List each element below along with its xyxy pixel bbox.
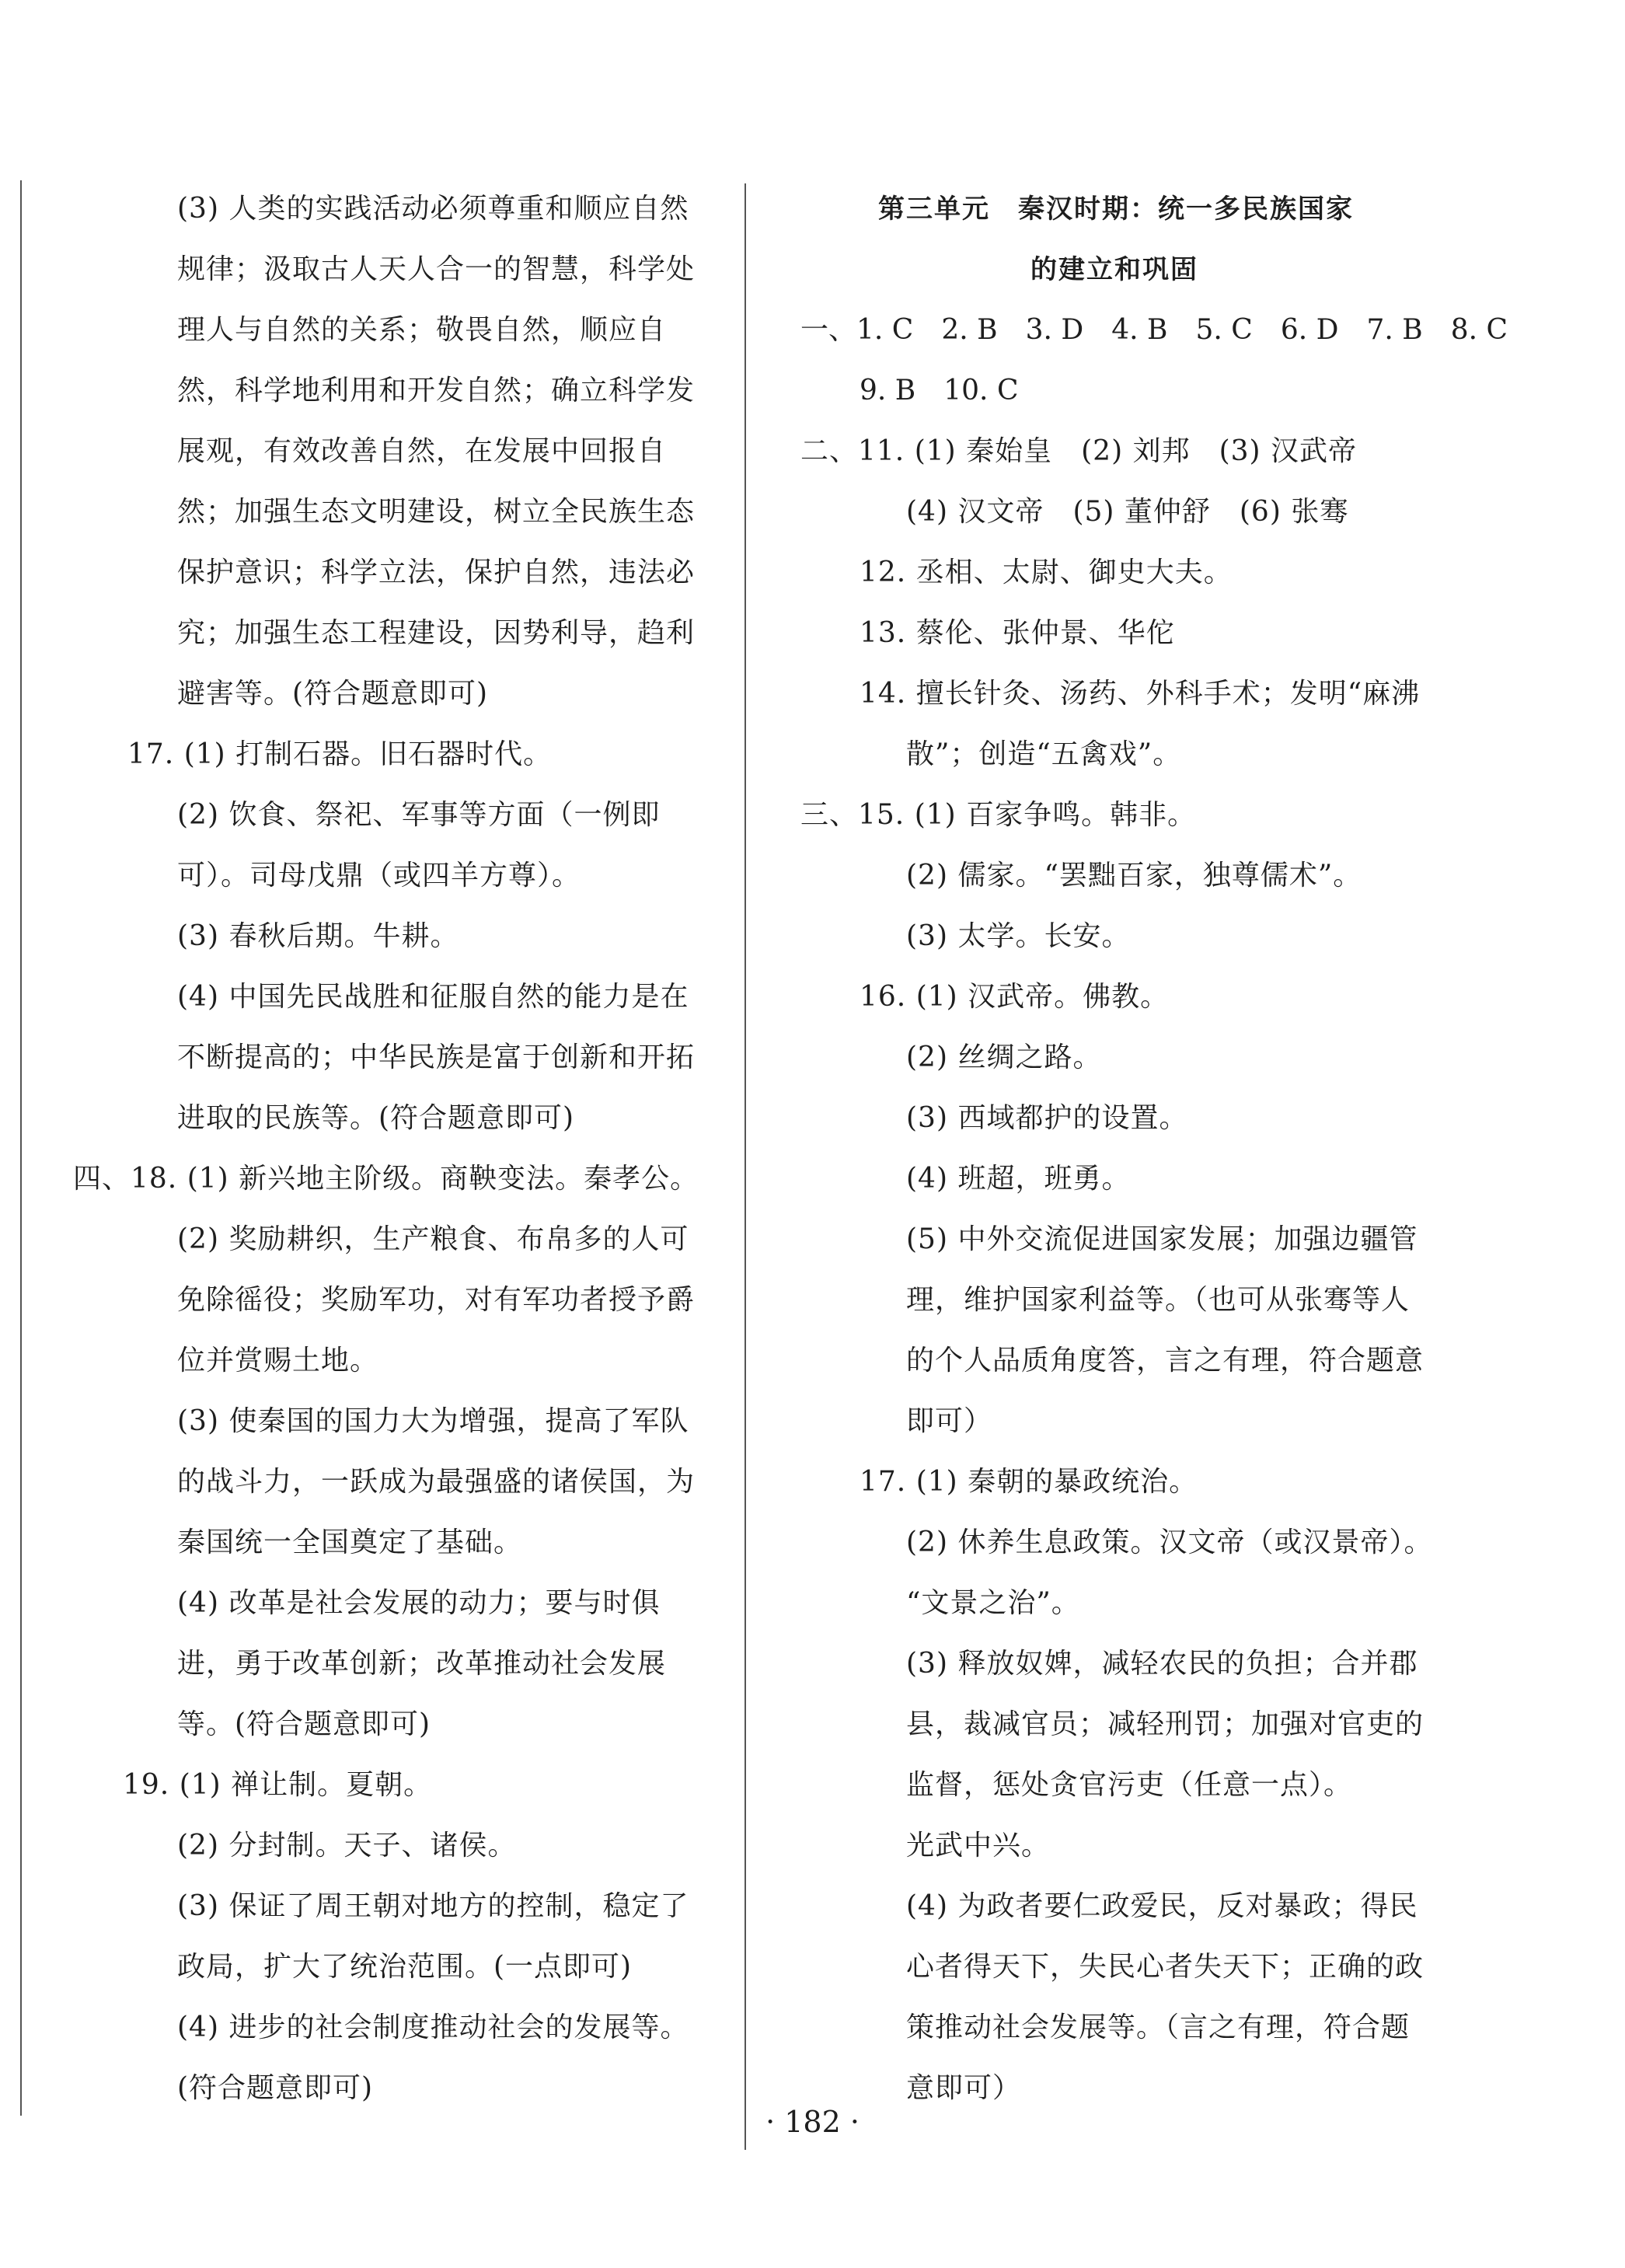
text-line: 位并赏赐土地。 — [177, 1345, 379, 1377]
question-14-line: 14. 擅长针灸、汤药、外科手术；发明“麻沸 — [860, 678, 1421, 710]
text-line: 然，科学地利用和开发自然；确立科学发 — [177, 375, 696, 406]
question-19-line: 19. (1) 禅让制。夏朝。 — [123, 1769, 433, 1801]
text-line: (3) 太学。长安。 — [906, 920, 1131, 952]
text-line: 的个人品质角度答，言之有理，符合题意 — [906, 1345, 1424, 1377]
text-line: 光武中兴。 — [906, 1830, 1051, 1862]
unit-title-continued: 的建立和巩固 — [1030, 254, 1198, 285]
text-line: 进取的民族等。(符合题意即可) — [177, 1102, 575, 1134]
text-line: (4) 为政者要仁政爱民，反对暴政；得民 — [906, 1890, 1418, 1922]
text-line: 等。(符合题意即可) — [177, 1708, 431, 1740]
text-line: (3) 释放奴婢，减轻农民的负担；合并郡 — [906, 1648, 1418, 1680]
text-line: (4) 汉文帝 (5) 董仲舒 (6) 张骞 — [906, 496, 1349, 528]
choice-answers-continued: 9. B 10. C — [860, 375, 1019, 406]
text-line: 秦国统一全国奠定了基础。 — [177, 1527, 523, 1558]
text-line: (5) 中外交流促进国家发展；加强边疆管 — [906, 1223, 1418, 1255]
question-13-line: 13. 蔡伦、张仲景、华佗 — [860, 617, 1175, 649]
choice-answers: 一、1. C 2. B 3. D 4. B 5. C 6. D 7. B 8. C — [800, 314, 1508, 346]
text-line: 避害等。(符合题意即可) — [177, 678, 489, 710]
text-line: (3) 使秦国的国力大为增强，提高了军队 — [177, 1405, 689, 1437]
column-divider — [745, 183, 746, 2150]
text-line: 然；加强生态文明建设，树立全民族生态 — [177, 496, 696, 528]
question-16-line: 16. (1) 汉武帝。佛教。 — [860, 981, 1170, 1013]
text-line: (2) 休养生息政策。汉文帝（或汉景帝）。 — [906, 1527, 1433, 1558]
text-line: 意即可） — [906, 2072, 1022, 2104]
text-line: (2) 饮食、祭祀、军事等方面（一例即 — [177, 799, 661, 831]
text-line: 展观，有效改善自然，在发展中回报自 — [177, 435, 667, 467]
section-3-line: 三、15. (1) 百家争鸣。韩非。 — [800, 799, 1197, 831]
text-line: (4) 中国先民战胜和征服自然的能力是在 — [177, 981, 689, 1013]
text-line: “文景之治”。 — [906, 1587, 1080, 1619]
text-line: 进，勇于改革创新；改革推动社会发展 — [177, 1648, 667, 1680]
text-line: (4) 改革是社会发展的动力；要与时俱 — [177, 1587, 661, 1619]
text-line: (2) 分封制。天子、诸侯。 — [177, 1830, 517, 1862]
text-line: (符合题意即可) — [177, 2072, 374, 2104]
text-line: (4) 进步的社会制度推动社会的发展等。 — [177, 2012, 689, 2043]
text-line: (2) 丝绸之路。 — [906, 1042, 1102, 1073]
text-line: 究；加强生态工程建设，因势利导，趋利 — [177, 617, 696, 649]
text-line: 不断提高的；中华民族是富于创新和开拓 — [177, 1042, 696, 1073]
text-line: 县，裁减官员；减轻刑罚；加强对官吏的 — [906, 1708, 1424, 1740]
page-number: · 182 · — [765, 2105, 860, 2139]
text-line: 策推动社会发展等。（言之有理，符合题 — [906, 2012, 1411, 2043]
unit-title: 第三单元 秦汉时期：统一多民族国家 — [878, 194, 1354, 225]
text-line: 政局，扩大了统治范围。(一点即可) — [177, 1951, 633, 1983]
section-2-line: 二、11. (1) 秦始皇 (2) 刘邦 (3) 汉武帝 — [800, 435, 1358, 467]
text-line: 心者得天下，失民心者失天下；正确的政 — [906, 1951, 1424, 1983]
text-line: (3) 保证了周王朝对地方的控制，稳定了 — [177, 1890, 689, 1922]
text-line: 的战斗力，一跃成为最强盛的诸侯国，为 — [177, 1466, 696, 1498]
text-line: (2) 儒家。“罢黜百家，独尊儒术”。 — [906, 860, 1362, 891]
question-17-line: 17. (1) 打制石器。旧石器时代。 — [127, 738, 553, 770]
left-margin-rule — [20, 180, 22, 2116]
text-line: 可）。司母戊鼎（或四羊方尊）。 — [177, 860, 581, 891]
text-line: 保护意识；科学立法，保护自然，违法必 — [177, 557, 696, 588]
text-line: 即可） — [906, 1405, 993, 1437]
text-line: (3) 人类的实践活动必须尊重和顺应自然 — [177, 193, 689, 225]
text-line: 散”；创造“五禽戏”。 — [906, 738, 1182, 770]
text-line: 监督，惩处贪官污吏（任意一点）。 — [906, 1769, 1353, 1801]
text-line: 理人与自然的关系；敬畏自然，顺应自 — [177, 314, 667, 346]
question-17-line: 17. (1) 秦朝的暴政统治。 — [860, 1466, 1198, 1498]
text-line: 理，维护国家利益等。（也可从张骞等人 — [906, 1284, 1411, 1316]
question-12-line: 12. 丞相、太尉、御史大夫。 — [860, 557, 1233, 588]
text-line: (3) 春秋后期。牛耕。 — [177, 920, 459, 952]
text-line: 免除徭役；奖励军功，对有军功者授予爵 — [177, 1284, 696, 1316]
section-4-line: 四、18. (1) 新兴地主阶级。商鞅变法。秦孝公。 — [73, 1163, 699, 1195]
text-line: (2) 奖励耕织，生产粮食、布帛多的人可 — [177, 1223, 689, 1255]
text-line: (3) 西域都护的设置。 — [906, 1102, 1188, 1134]
text-line: 规律；汲取古人天人合一的智慧，科学处 — [177, 253, 696, 285]
text-line: (4) 班超，班勇。 — [906, 1163, 1131, 1195]
